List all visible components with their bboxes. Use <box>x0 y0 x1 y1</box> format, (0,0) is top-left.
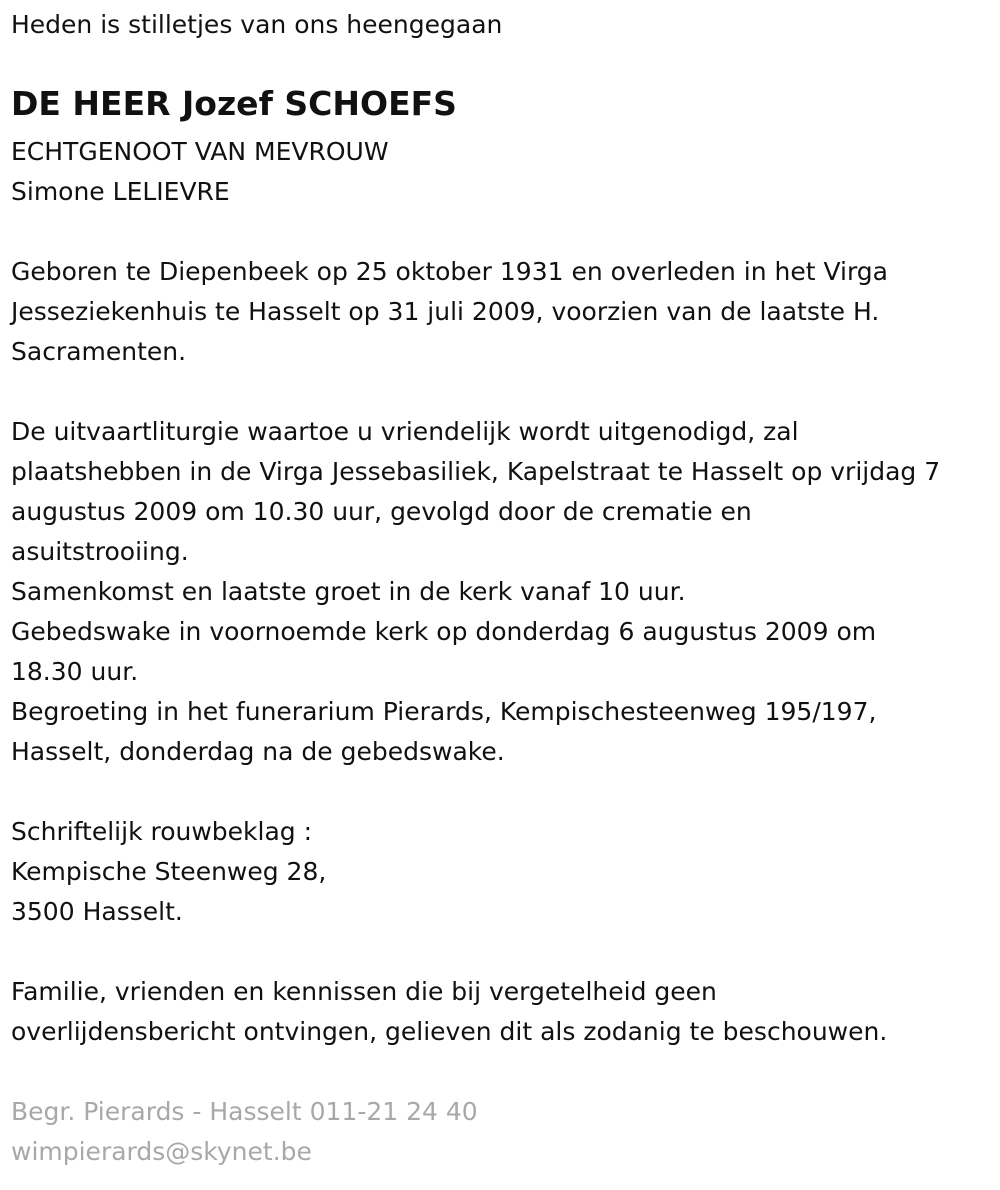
spacer <box>11 772 996 812</box>
paragraph-line: Gebedswake in voornoemde kerk op donderdag 6 augustus 2009 om <box>11 617 877 646</box>
paragraph-line: augustus 2009 om 10.30 uur, gevolgd door de crematie en <box>11 497 752 526</box>
deceased-name: DE HEER Jozef SCHOEFS <box>11 84 457 123</box>
address-line: Kempische Steenweg 28, <box>11 857 327 886</box>
paragraph-line: Familie, vrienden en kennissen die bij vergetelheid geen <box>11 977 717 1006</box>
paragraph-line: Jesseziekenhuis te Hasselt op 31 juli 2009, voorzien van de laatste H. <box>11 297 880 326</box>
spacer <box>11 932 996 972</box>
spacer <box>11 212 996 252</box>
paragraph-line: plaatshebben in de Virga Jessebasiliek, Kapelstraat te Hasselt op vrijdag 7 <box>11 457 941 486</box>
spacer <box>11 372 996 412</box>
paragraph-line: Geboren te Diepenbeek op 25 oktober 1931 en overleden in het Virga <box>11 257 888 286</box>
funeral-paragraph <box>11 412 996 772</box>
condolences-address <box>11 812 996 932</box>
notice-paragraph <box>11 972 996 1052</box>
paragraph-line: Samenkomst en laatste groet in de kerk vanaf 10 uur. <box>11 577 686 606</box>
spouse-block <box>11 132 996 212</box>
paragraph-line: asuitstrooiing. <box>11 537 189 566</box>
paragraph-line: Hasselt, donderdag na de gebedswake. <box>11 737 505 766</box>
obituary-document <box>11 5 996 1172</box>
address-line: 3500 Hasselt. <box>11 897 183 926</box>
paragraph-line: De uitvaartliturgie waartoe u vriendelijk wordt uitgenodigd, zal <box>11 417 799 446</box>
spouse-line-2: Simone LELIEVRE <box>11 177 230 206</box>
paragraph-line: 18.30 uur. <box>11 657 139 686</box>
paragraph-line: Begroeting in het funerarium Pierards, Kempischesteenweg 195/197, <box>11 697 877 726</box>
undertaker-contact: Begr. Pierards - Hasselt 011-21 24 40 <box>11 1097 478 1126</box>
birth-death-paragraph <box>11 252 996 372</box>
undertaker-footer <box>11 1092 996 1172</box>
undertaker-email: wimpierards@skynet.be <box>11 1137 312 1166</box>
intro-text: Heden is stilletjes van ons heengegaan <box>11 10 503 39</box>
spouse-line-1: ECHTGENOOT VAN MEVROUW <box>11 137 389 166</box>
spacer <box>11 1052 996 1092</box>
paragraph-line: overlijdensbericht ontvingen, gelieven dit als zodanig te beschouwen. <box>11 1017 888 1046</box>
address-line: Schriftelijk rouwbeklag : <box>11 817 313 846</box>
paragraph-line: Sacramenten. <box>11 337 187 366</box>
